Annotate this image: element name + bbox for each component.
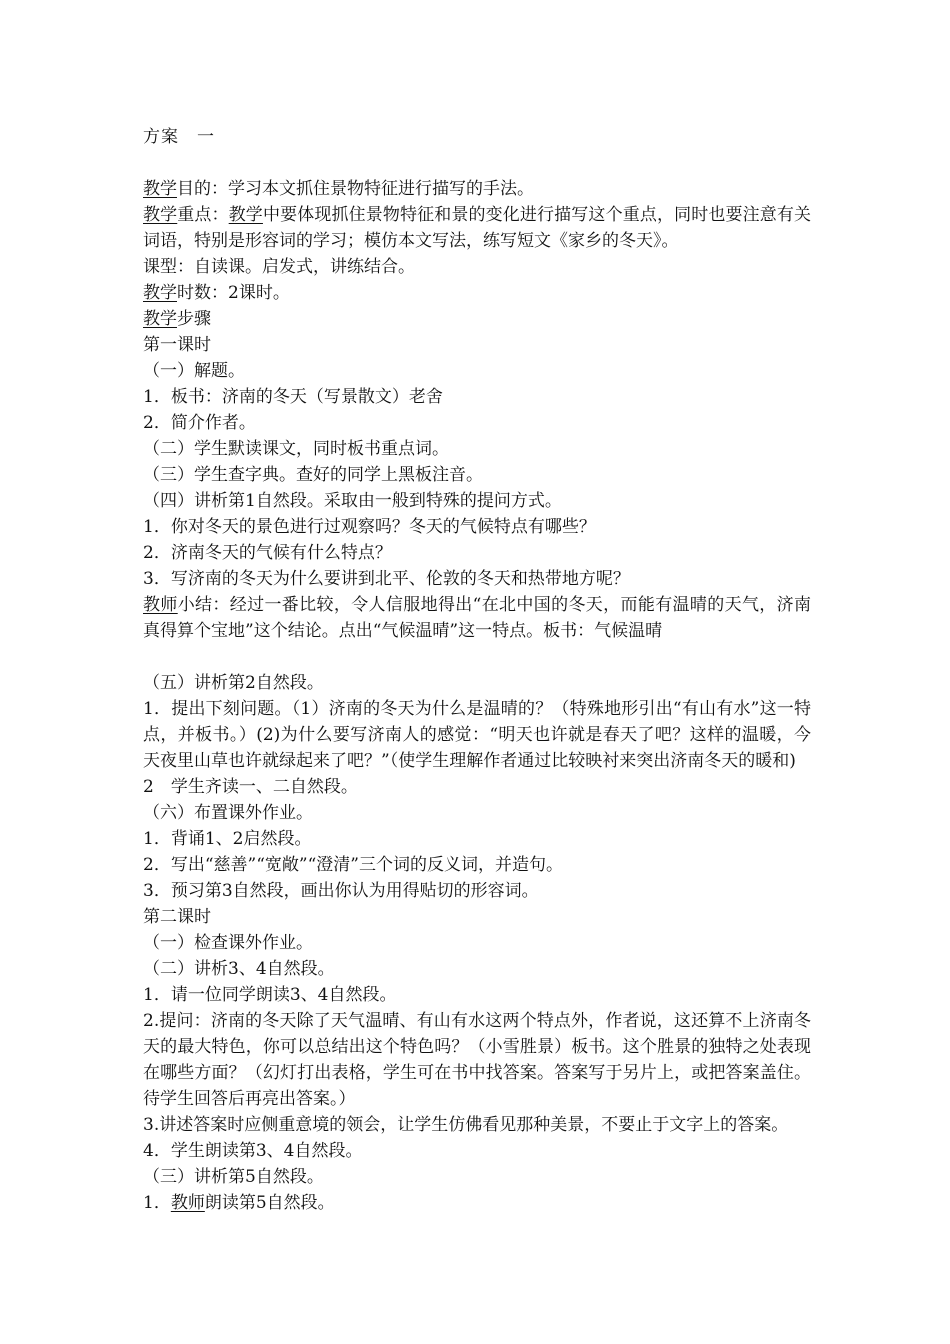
paragraph-line (143, 878, 811, 904)
paragraph-text: 第一课时 (143, 335, 211, 355)
paragraph-line (143, 826, 811, 852)
paragraph-line (143, 852, 811, 878)
paragraph-text: 第二课时 (143, 907, 211, 927)
paragraph-line (143, 930, 811, 956)
paragraph-text: （三）学生查字典。查好的同学上黑板注音。 (143, 465, 483, 485)
paragraph-line (143, 982, 811, 1008)
paragraph-line (143, 670, 811, 696)
paragraph-text: 2．写出“慈善”“宽敞”“澄清”三个词的反义词，并造句。 (143, 855, 563, 875)
paragraph-text: 2．济南冬天的气候有什么特点？ (143, 543, 392, 563)
underlined-term: 教师 (170, 1193, 205, 1213)
paragraph-line (143, 1190, 811, 1216)
paragraph-line (143, 488, 811, 514)
paragraph-text: （一）解题。 (143, 361, 245, 381)
paragraph-line (143, 540, 811, 566)
paragraph-line (143, 1008, 811, 1112)
paragraph-text: 3．预习第3自然段，画出你认为用得贴切的形容词。 (143, 881, 539, 901)
paragraph-text: 重点： (177, 205, 229, 225)
paragraph-line (143, 306, 811, 332)
paragraph-text: （五）讲析第2自然段。 (143, 673, 324, 693)
paragraph-line (143, 774, 811, 800)
paragraph-text: 1． (143, 1193, 171, 1213)
paragraph-line (143, 202, 811, 254)
underlined-term: 教学 (228, 205, 263, 225)
underlined-term: 教学 (143, 283, 177, 303)
paragraph-text: 小结：经过一番比较，令人信服地得出“在北中国的冬天，而能有温晴的天气，济南真得算个宝地”这个结论。点出“气候温晴”这一特点。板书：气候温晴 (143, 595, 811, 641)
underlined-term: 教学 (143, 309, 177, 329)
paragraph-text: 1．你对冬天的景色进行过观察吗？冬天的气候特点有哪些？ (143, 517, 596, 537)
paragraph-line (143, 514, 811, 540)
document-body (143, 124, 811, 1216)
paragraph-text: 2 学生齐读一、二自然段。 (143, 777, 358, 797)
paragraph-text: （二）讲析3、4自然段。 (143, 959, 335, 979)
paragraph-line (143, 436, 811, 462)
underlined-term: 教学 (143, 179, 177, 199)
paragraph-line (143, 1112, 811, 1138)
paragraph-line (143, 332, 811, 358)
paragraph-line (143, 176, 811, 202)
document-title: 方案 一 (143, 127, 215, 147)
paragraph-line (143, 462, 811, 488)
underlined-term: 教师 (143, 595, 178, 615)
paragraph-text: 课型：自读课。启发式，讲练结合。 (143, 257, 415, 277)
paragraph-line (143, 410, 811, 436)
paragraph-text: 2.提问：济南的冬天除了天气温晴、有山有水这两个特点外，作者说，这还算不上济南冬天的最大特色，你可以总结出这个特色吗？（小雪胜景）板书。这个胜景的独特之处表现在哪些方面？（幻灯打出表格，学生可在书中找答案。答案写于另片上，或把答案盖住。待学生回答后再亮出答案。） (143, 1011, 811, 1109)
paragraph-line (143, 592, 811, 644)
paragraph-text: 4．学生朗读第3、4自然段。 (143, 1141, 363, 1161)
underlined-term: 教学 (143, 205, 178, 225)
paragraph-line (143, 904, 811, 930)
paragraph-text: 时数：2课时。 (177, 283, 290, 303)
paragraph-line (143, 1138, 811, 1164)
paragraph-text: 1．请一位同学朗读3、4自然段。 (143, 985, 397, 1005)
paragraph-line (143, 280, 811, 306)
paragraph-text: （三）讲析第5自然段。 (143, 1167, 324, 1187)
paragraph-line (143, 696, 811, 774)
paragraph-line (143, 644, 811, 670)
paragraph-line (143, 358, 811, 384)
paragraph-line (143, 384, 811, 410)
paragraph-line (143, 800, 811, 826)
paragraph-text: 目的：学习本文抓住景物特征进行描写的手法。 (177, 179, 534, 199)
paragraph-list (143, 176, 811, 1216)
paragraph-text: 朗读第5自然段。 (204, 1193, 335, 1213)
paragraph-text: 2．简介作者。 (143, 413, 256, 433)
paragraph-text: 步骤 (177, 309, 211, 329)
paragraph-line (143, 566, 811, 592)
paragraph-text: （六）布置课外作业。 (143, 803, 313, 823)
paragraph-line (143, 956, 811, 982)
paragraph-text: 1．板书：济南的冬天（写景散文）老舍 (143, 387, 443, 407)
paragraph-text: 1．提出下刻问题。（1）济南的冬天为什么是温晴的？（特殊地形引出“有山有水”这一特点，并板书。）(2)为什么要写济南人的感觉：“明天也许就是春天了吧？这样的温暖，今天夜里山草也许就绿起来了吧？”（使学生理解作者通过比较映衬来突出济南冬天的暖和) (143, 699, 811, 771)
paragraph-text: （一）检查课外作业。 (143, 933, 313, 953)
paragraph-text: 1．背诵1、2启然段。 (143, 829, 312, 849)
paragraph-line (143, 1164, 811, 1190)
paragraph-text: （二）学生默读课文，同时板书重点词。 (143, 439, 449, 459)
paragraph-text: 3．写济南的冬天为什么要讲到北平、伦敦的冬天和热带地方呢？ (143, 569, 630, 589)
paragraph-line (143, 254, 811, 280)
paragraph-text: 3.讲述答案时应侧重意境的领会，让学生仿佛看见那种美景，不要止于文字上的答案。 (143, 1115, 789, 1135)
paragraph-text: （四）讲析第1自然段。采取由一般到特殊的提问方式。 (143, 491, 562, 511)
paragraph-text: 中要体现抓住景物特征和景的变化进行描写这个重点，同时也要注意有关词语，特别是形容词的学习；模仿本文写法，练写短文《家乡的冬天》。 (143, 205, 812, 251)
